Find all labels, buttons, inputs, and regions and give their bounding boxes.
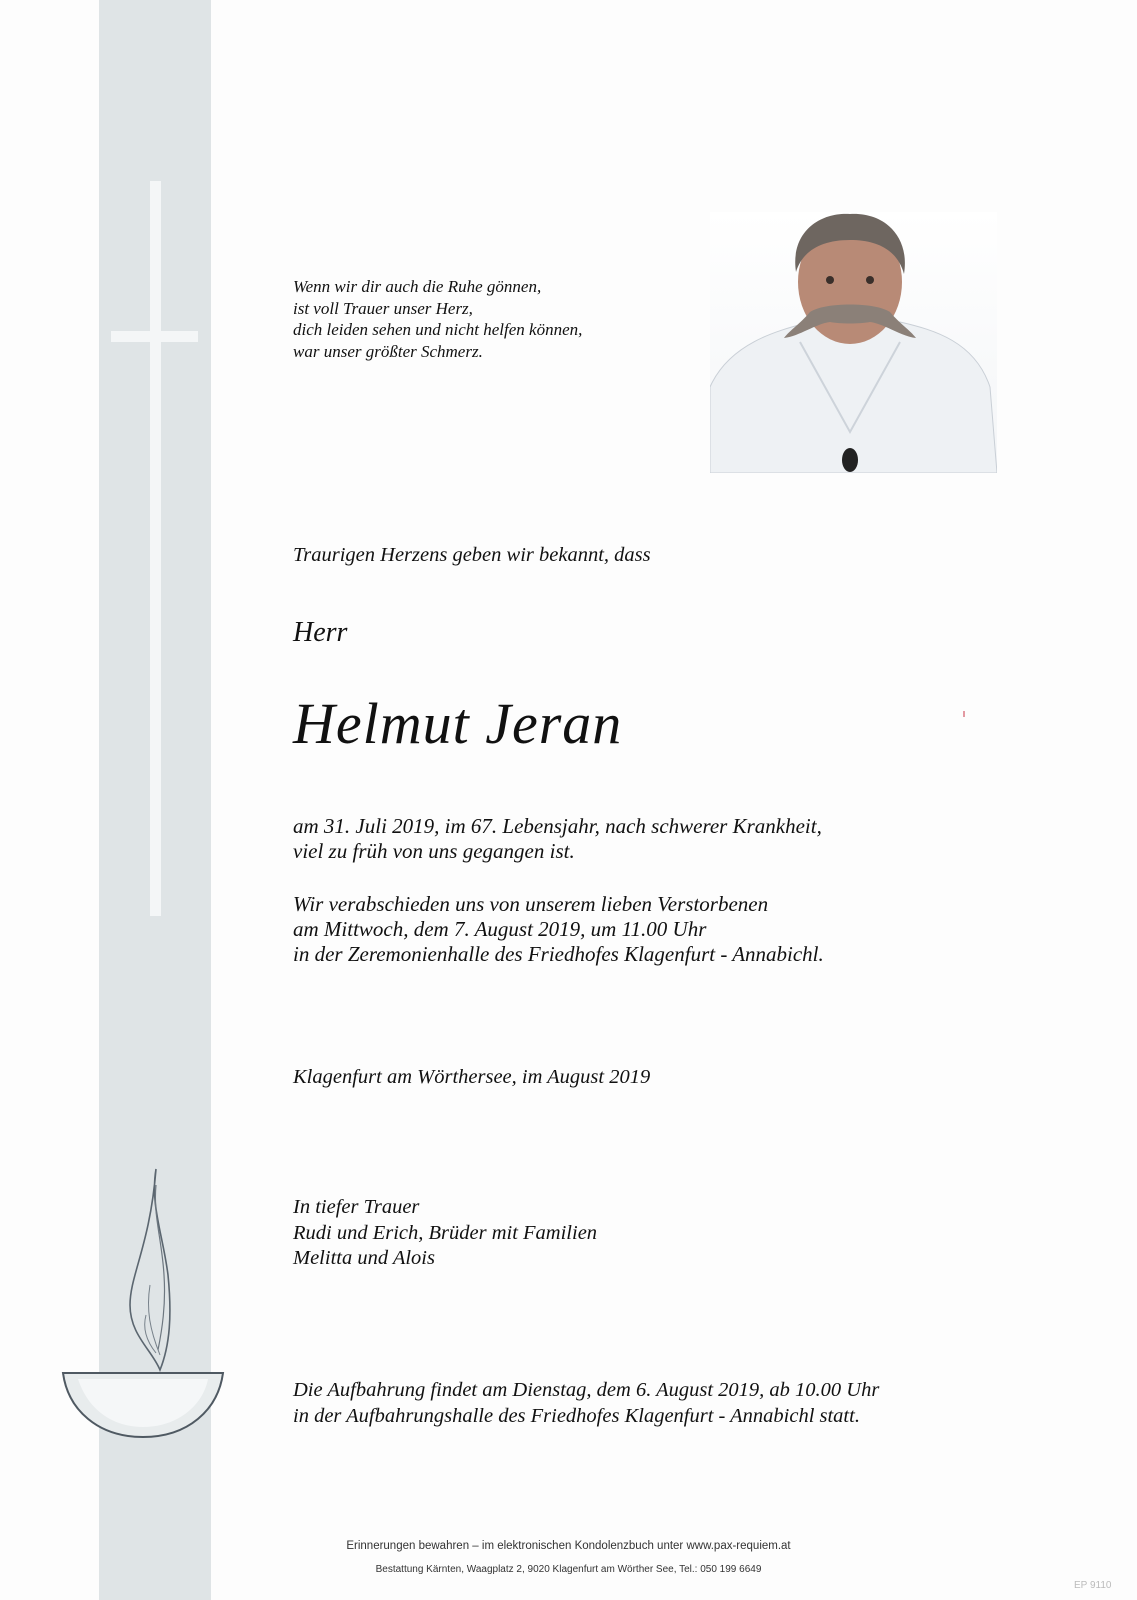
poem-line: war unser größter Schmerz. bbox=[293, 341, 483, 361]
farewell-line: Wir verabschieden uns von unserem lieben Verstorbenen bbox=[293, 892, 769, 916]
death-notice bbox=[293, 814, 822, 864]
footer-condolence-line: Erinnerungen bewahren – im elektronischen Kondolenzbuch unter www.pax-requiem.at bbox=[346, 1540, 791, 1552]
death-line: viel zu früh von uns gegangen ist. bbox=[293, 839, 575, 863]
wake-line: Die Aufbahrung findet am Dienstag, dem 6. August 2019, ab 10.00 Uhr bbox=[293, 1379, 880, 1401]
memorial-poem bbox=[293, 276, 582, 362]
cross-icon-bar bbox=[111, 331, 198, 342]
place-date: Klagenfurt am Wörthersee, im August 2019 bbox=[293, 1066, 651, 1088]
poem-line: ist voll Trauer unser Herz, bbox=[293, 298, 473, 318]
intro-text: Traurigen Herzens geben wir bekannt, dass bbox=[293, 544, 651, 566]
farewell-line: am Mittwoch, dem 7. August 2019, um 11.00 Uhr bbox=[293, 917, 707, 941]
candle-bowl-icon bbox=[58, 1165, 228, 1440]
decorative-dot bbox=[963, 711, 965, 717]
form-code: EP 9110 bbox=[1074, 1580, 1112, 1591]
mourner-line: Rudi und Erich, Brüder mit Familien bbox=[293, 1221, 598, 1244]
farewell-line: in der Zeremonienhalle des Friedhofes Klagenfurt - Annabichl. bbox=[293, 942, 824, 966]
mourners bbox=[293, 1195, 597, 1272]
poem-line: dich leiden sehen und nicht helfen können, bbox=[293, 320, 583, 339]
salutation: Herr bbox=[293, 617, 348, 648]
portrait-illustration bbox=[710, 212, 997, 473]
wake-notice bbox=[293, 1378, 879, 1429]
portrait-photo bbox=[710, 212, 997, 473]
death-line: am 31. Juli 2019, im 67. Lebensjahr, nach schwerer Krankheit, bbox=[293, 814, 822, 838]
poem-line: Wenn wir dir auch die Ruhe gönnen, bbox=[293, 277, 542, 296]
wake-line: in der Aufbahrungshalle des Friedhofes Klagenfurt - Annabichl statt. bbox=[293, 1404, 860, 1427]
farewell-notice bbox=[293, 892, 824, 967]
mourner-line: Melitta und Alois bbox=[293, 1247, 435, 1269]
footer-address-line: Bestattung Kärnten, Waagplatz 2, 9020 Klagenfurt am Wörther See, Tel.: 050 199 6649 bbox=[375, 1564, 762, 1575]
cross-icon bbox=[150, 181, 161, 916]
mourners-heading: In tiefer Trauer bbox=[293, 1196, 420, 1218]
deceased-name: Helmut Jeran bbox=[293, 691, 623, 756]
